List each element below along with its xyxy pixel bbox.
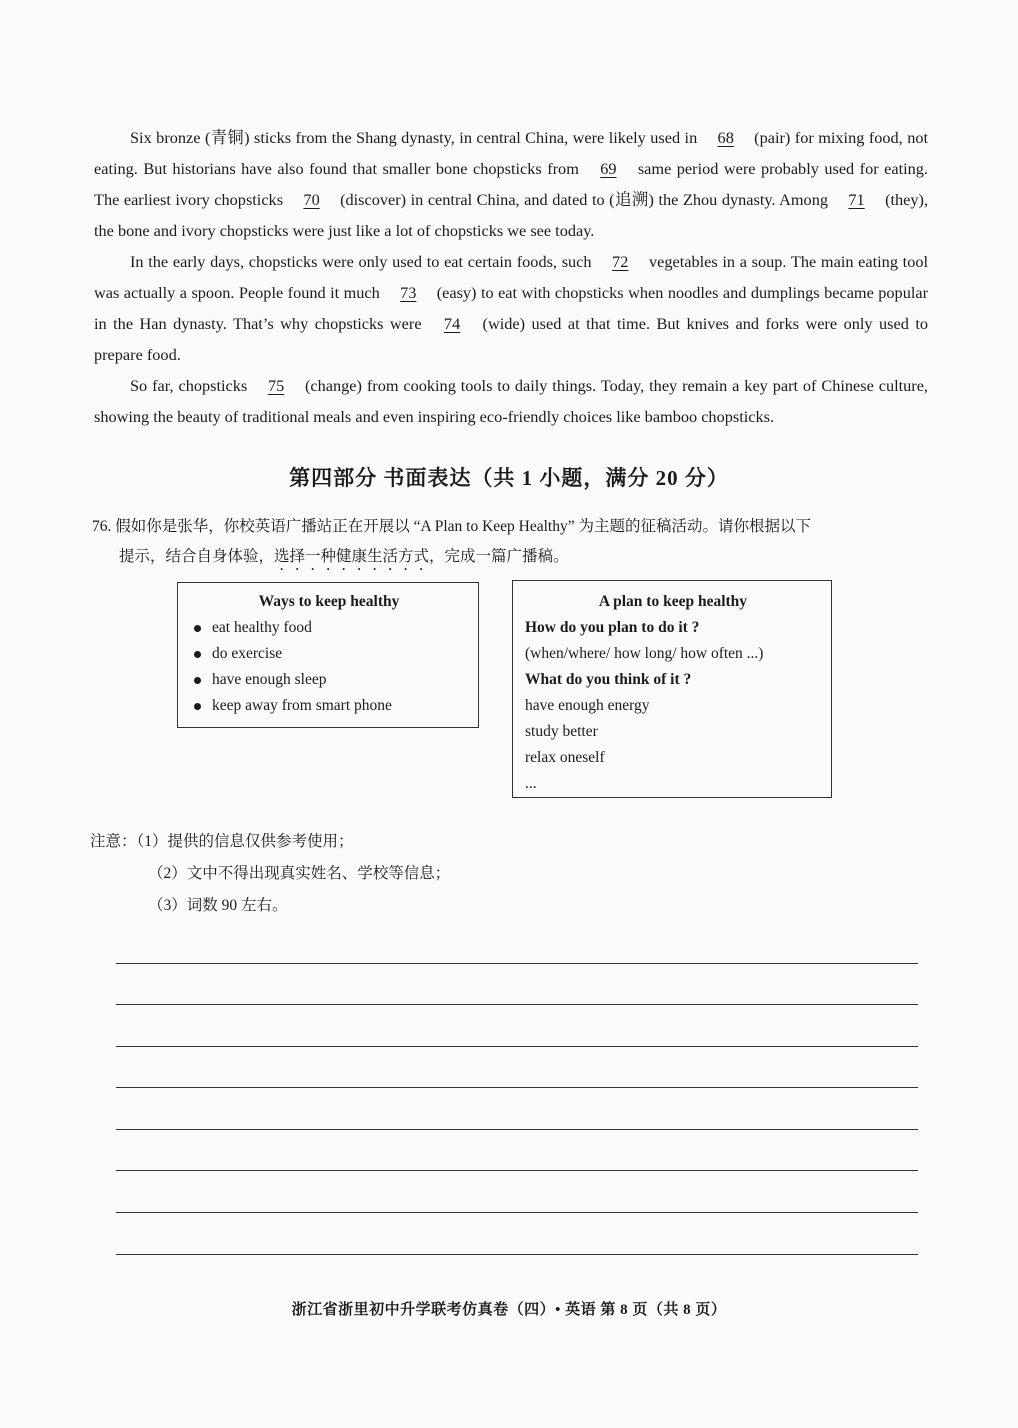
passage-text: (they), the bone and ivory chopsticks were just like a lot of chopsticks we see today. — [94, 190, 929, 240]
passage-text: (change) from cooking tools to daily things. Today, they remain a key part of Chinese culture, showing the beauty of traditional meals and even inspiring eco-friendly choices like bamboo chopsticks. — [94, 376, 928, 426]
passage-text: (easy) to eat with chopsticks when noodles and dumplings became popular in the Han dynasty. That’s why chopsticks were — [94, 283, 929, 333]
plan-question-2: What do you think of it ? — [525, 671, 692, 688]
writing-line[interactable] — [116, 1004, 918, 1005]
page-footer: 浙江省浙里初中升学联考仿真卷（四）• 英语 第 8 页（共 8 页） — [291, 1302, 727, 1318]
passage-text: (wide) used at that time. But knives and forks were only used to prepare food. — [94, 314, 928, 364]
plan-question-1: How do you plan to do it ? — [525, 619, 700, 636]
emphasized-requirement: 选择一种健康生活方式 — [274, 548, 430, 565]
plan-answer: relax oneself — [525, 749, 605, 766]
writing-line[interactable] — [116, 963, 918, 964]
blank-74: 74 — [443, 314, 461, 333]
passage-text: So far, chopsticks — [130, 376, 253, 395]
plan-to-keep-healthy-box — [512, 580, 832, 798]
blank-73: 73 — [400, 283, 417, 302]
passage-text: (pair) for mixing food, not eating. But historians have also found that smaller bone chopsticks from — [94, 128, 928, 178]
list-item: have enough sleep — [190, 667, 468, 693]
passage-text: Six bronze (青铜) sticks from the Shang dynasty, in central China, were likely used in — [130, 128, 702, 147]
plan-answer: ... — [525, 775, 537, 792]
box-title: A plan to keep healthy — [598, 593, 748, 610]
blank-68: 68 — [717, 128, 734, 147]
blank-72: 72 — [612, 252, 629, 271]
ways-to-keep-healthy-box — [177, 582, 479, 728]
plan-answer: study better — [525, 723, 598, 740]
blank-70: 70 — [303, 190, 320, 209]
blank-75: 75 — [267, 376, 285, 395]
question-76-line-1: 76. 假如你是张华，你校英语广播站正在开展以 “A Plan to Keep Healthy” 为主题的征稿活动。请你根据以下 — [92, 518, 811, 535]
writing-line[interactable] — [116, 1046, 918, 1047]
paragraph-1 — [94, 122, 928, 246]
passage-text: vegetables in a soup. The main eating tool was actually a spoon. People found it much — [94, 252, 928, 302]
blank-71: 71 — [848, 190, 865, 209]
question-76 — [92, 512, 952, 574]
writing-line[interactable] — [116, 1087, 918, 1088]
passage-text: In the early days, chopsticks were only used to eat certain foods, such — [130, 252, 597, 271]
list-item: do exercise — [190, 641, 468, 667]
paragraph-3 — [94, 370, 928, 432]
passage-text: (discover) in central China, and dated to (追溯) the Zhou dynasty. Among — [335, 190, 833, 209]
passage-text: same period were probably used for eating. The earliest ivory chopsticks — [94, 159, 928, 209]
plan-answer: have enough energy — [525, 697, 650, 714]
reading-passage — [94, 122, 928, 432]
writing-line[interactable] — [116, 1129, 918, 1130]
note-3: （3）词数 90 左右。 — [148, 897, 288, 914]
question-text: 提示，结合自身体验， — [119, 548, 275, 565]
question-text: ，完成一篇广播稿。 — [429, 548, 569, 565]
section-title: 第四部分 书面表达（共 1 小题，满分 20 分） — [289, 466, 729, 490]
writing-line[interactable] — [116, 1254, 918, 1255]
paragraph-2 — [94, 246, 928, 370]
notes — [90, 826, 450, 922]
writing-line[interactable] — [116, 1170, 918, 1171]
note-1: （1）提供的信息仅供参考使用； — [136, 833, 354, 850]
note-2: （2）文中不得出现真实姓名、学校等信息； — [148, 865, 451, 882]
list-item: keep away from smart phone — [190, 693, 468, 719]
notes-label: 注意： — [90, 833, 137, 850]
plan-question-1-hint: (when/where/ how long/ how often ...) — [525, 645, 764, 662]
question-76-line-2 — [92, 542, 952, 574]
list-item: eat healthy food — [190, 615, 468, 641]
ways-list — [190, 615, 468, 719]
writing-line[interactable] — [116, 1212, 918, 1213]
blank-69: 69 — [600, 159, 617, 178]
note-row — [90, 826, 450, 858]
box-title: Ways to keep healthy — [258, 593, 400, 610]
